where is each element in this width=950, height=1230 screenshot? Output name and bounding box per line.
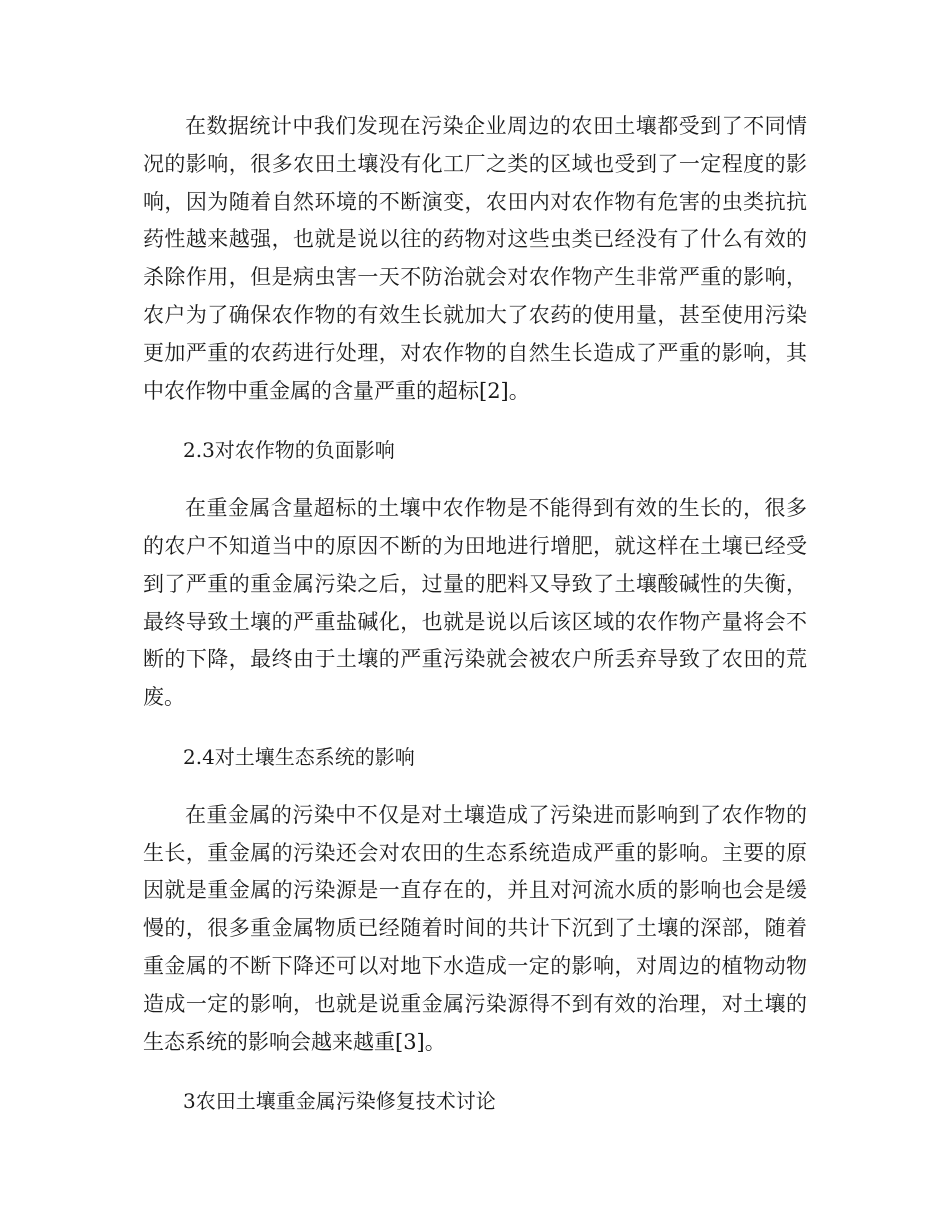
section-heading-3: 3农田土壤重金属污染修复技术讨论 [183, 1089, 496, 1114]
spacer [143, 717, 807, 739]
paragraph-ecosystem-impact: 在重金属的污染中不仅是对土壤造成了污染进而影响到了农作物的生长，重金属的污染还会对农田的生态系统造成严重的影响。主要的原因就是重金属的污染源是一直存在的，并且对河流水质的影响也会是缓慢的，很多重金属物质已经随着时间的共计下沉到了土壤的深部，随着重金属的不断下降还可以对地下水造成一定的影响，对周边的植物动物造成一定的影响，也就是说重金属污染源得不到有效的治理，对土壤的生态系统的影响会越来越重[3]。 [143, 802, 807, 1054]
paragraph-pesticide-impact: 在数据统计中我们发现在污染企业周边的农田土壤都受到了不同情况的影响，很多农田土壤没有化工厂之类的区域也受到了一定程度的影响，因为随着自然环境的不断演变，农田内对农作物有危害的虫类抗抗药性越来越强，也就是说以往的药物对这些虫类已经没有了什么有效的杀除作用，但是病虫害一天不防治就会对农作物产生非常严重的影响，农户为了确保农作物的有效生长就加大了农药的使用量，甚至使用污染更加严重的农药进行处理，对农作物的自然生长造成了严重的影响，其中农作物中重金属的含量严重的超标[2]。 [143, 114, 807, 403]
spacer [143, 470, 807, 490]
spacer [143, 777, 807, 797]
section-heading-2-3: 2.3对农作物的负面影响 [183, 438, 395, 463]
spacer [143, 410, 807, 432]
section-heading-2-4: 2.4对土壤生态系统的影响 [183, 744, 415, 769]
paragraph-crop-impact: 在重金属含量超标的土壤中农作物是不能得到有效的生长的，很多的农户不知道当中的原因不断的为田地进行增肥，就这样在土壤已经受到了严重的重金属污染之后，过量的肥料又导致了土壤酸碱性的失衡，最终导致土壤的严重盐碱化，也就是说以后该区域的农作物产量将会不断的下降，最终由于土壤的严重污染就会被农户所丢弃导致了农田的荒废。 [143, 496, 807, 710]
spacer [143, 1061, 807, 1083]
document-body [143, 108, 807, 1121]
